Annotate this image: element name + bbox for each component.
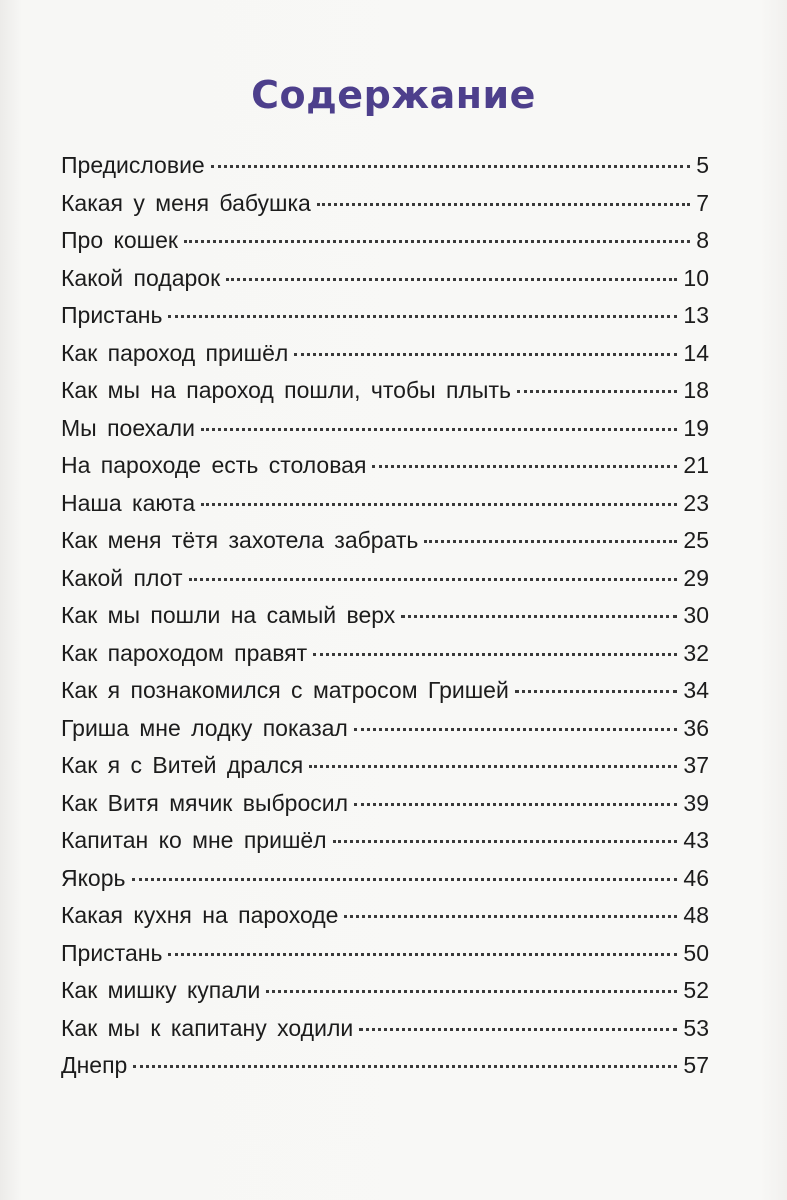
toc-entry <box>61 785 709 823</box>
toc-entry-title: Какой плот <box>61 564 183 591</box>
toc-dot-leader <box>294 352 677 356</box>
toc-entry-title: Про кошек <box>61 227 178 253</box>
toc-dot-leader <box>333 839 678 843</box>
toc-entry-title: Как меня тётя захотела забрать <box>61 527 419 553</box>
toc-entry-page: 34 <box>683 677 709 703</box>
toc-entry-title: Якорь <box>61 864 126 891</box>
toc-entry-title: Как мишку купали <box>61 977 261 1003</box>
toc-entry <box>61 1047 709 1085</box>
toc-entry-page: 29 <box>683 564 709 591</box>
toc-dot-leader <box>372 464 677 468</box>
toc-dot-leader <box>359 1027 677 1031</box>
toc-entry-title: Как мы пошли на самый верх <box>61 602 396 628</box>
toc-entry <box>61 597 709 635</box>
toc-entry <box>61 485 709 523</box>
toc-entry-page: 57 <box>683 1052 709 1078</box>
toc-entry-title: Как я с Витей дрался <box>61 752 304 778</box>
toc-entry-title: Как Витя мячик выбросил <box>61 789 349 816</box>
toc-entry-page: 7 <box>696 189 709 216</box>
toc-entry <box>61 972 709 1010</box>
toc-dot-leader <box>184 239 690 243</box>
toc-entry <box>61 297 709 335</box>
toc-dot-leader <box>317 202 690 206</box>
toc-entry <box>61 560 709 598</box>
toc-entry <box>61 822 709 860</box>
toc-entry-page: 32 <box>683 639 709 666</box>
toc-entry-page: 23 <box>683 489 709 516</box>
toc-entry-page: 48 <box>683 902 709 928</box>
toc-entry <box>61 897 709 935</box>
toc-entry <box>61 710 709 748</box>
toc-dot-leader <box>189 577 678 581</box>
toc-entry-title: Капитан ко мне пришёл <box>61 827 327 853</box>
toc-dot-leader <box>133 1064 677 1068</box>
toc-dot-leader <box>354 802 677 806</box>
toc-entry <box>61 372 709 410</box>
toc-dot-leader <box>354 727 678 731</box>
toc-entry-page: 10 <box>683 264 709 291</box>
toc-entry <box>61 260 709 298</box>
toc-dot-leader <box>266 989 677 993</box>
toc-dot-leader <box>344 914 677 918</box>
toc-dot-leader <box>517 389 677 393</box>
toc-entry-title: Предисловие <box>61 152 205 178</box>
toc-entry-page: 8 <box>696 227 709 253</box>
toc-entry <box>61 635 709 673</box>
toc-entry <box>61 447 709 485</box>
toc-entry <box>61 222 709 260</box>
table-of-contents <box>61 147 709 1085</box>
toc-entry-title: Как пароходом правят <box>61 639 308 666</box>
toc-entry <box>61 147 709 185</box>
page-title: Содержание <box>251 73 536 117</box>
toc-entry-title: Пристань <box>61 939 163 966</box>
toc-entry <box>61 672 709 710</box>
toc-entry-page: 21 <box>683 452 709 478</box>
toc-entry-page: 5 <box>696 152 709 178</box>
toc-dot-leader <box>201 427 677 431</box>
toc-entry-title: Как мы к капитану ходили <box>61 1014 354 1041</box>
toc-entry-title: Как пароход пришёл <box>61 339 289 366</box>
toc-entry-page: 25 <box>683 527 709 553</box>
toc-entry <box>61 410 709 448</box>
toc-dot-leader <box>211 164 690 168</box>
toc-entry-title: Какая кухня на пароходе <box>61 902 339 928</box>
toc-dot-leader <box>313 652 677 656</box>
toc-entry-page: 53 <box>683 1014 709 1041</box>
toc-dot-leader <box>132 877 678 881</box>
toc-entry-page: 43 <box>683 827 709 853</box>
toc-entry-page: 13 <box>683 302 709 328</box>
toc-entry-page: 39 <box>683 789 709 816</box>
toc-dot-leader <box>168 952 677 956</box>
toc-dot-leader <box>309 764 677 768</box>
toc-entry-title: Гриша мне лодку показал <box>61 714 348 741</box>
toc-dot-leader <box>168 314 677 318</box>
toc-entry <box>61 1010 709 1048</box>
toc-entry-page: 14 <box>683 339 709 366</box>
toc-entry-page: 19 <box>683 414 709 441</box>
toc-dot-leader <box>401 614 677 618</box>
toc-entry-page: 46 <box>683 864 709 891</box>
toc-entry-title: Наша каюта <box>61 489 196 516</box>
toc-dot-leader <box>515 689 678 693</box>
toc-entry <box>61 185 709 223</box>
toc-entry-title: Днепр <box>61 1052 128 1078</box>
toc-entry-title: Какой подарок <box>61 264 221 291</box>
toc-entry-page: 36 <box>683 714 709 741</box>
toc-entry-title: На пароходе есть столовая <box>61 452 367 478</box>
toc-dot-leader <box>424 539 677 543</box>
toc-entry-title: Мы поехали <box>61 414 195 441</box>
toc-entry-page: 30 <box>683 602 709 628</box>
toc-entry <box>61 747 709 785</box>
toc-entry-page: 18 <box>683 377 709 403</box>
toc-entry-title: Какая у меня бабушка <box>61 189 311 216</box>
toc-entry-page: 52 <box>683 977 709 1003</box>
toc-entry-title: Как я познакомился с матросом Гришей <box>61 677 509 703</box>
toc-entry-page: 50 <box>683 939 709 966</box>
toc-entry <box>61 935 709 973</box>
toc-entry <box>61 522 709 560</box>
toc-entry-title: Как мы на пароход пошли, чтобы плыть <box>61 377 511 403</box>
toc-entry <box>61 860 709 898</box>
toc-entry-title: Пристань <box>61 302 163 328</box>
toc-dot-leader <box>226 277 677 281</box>
toc-entry-page: 37 <box>683 752 709 778</box>
toc-dot-leader <box>201 502 677 506</box>
toc-entry <box>61 335 709 373</box>
